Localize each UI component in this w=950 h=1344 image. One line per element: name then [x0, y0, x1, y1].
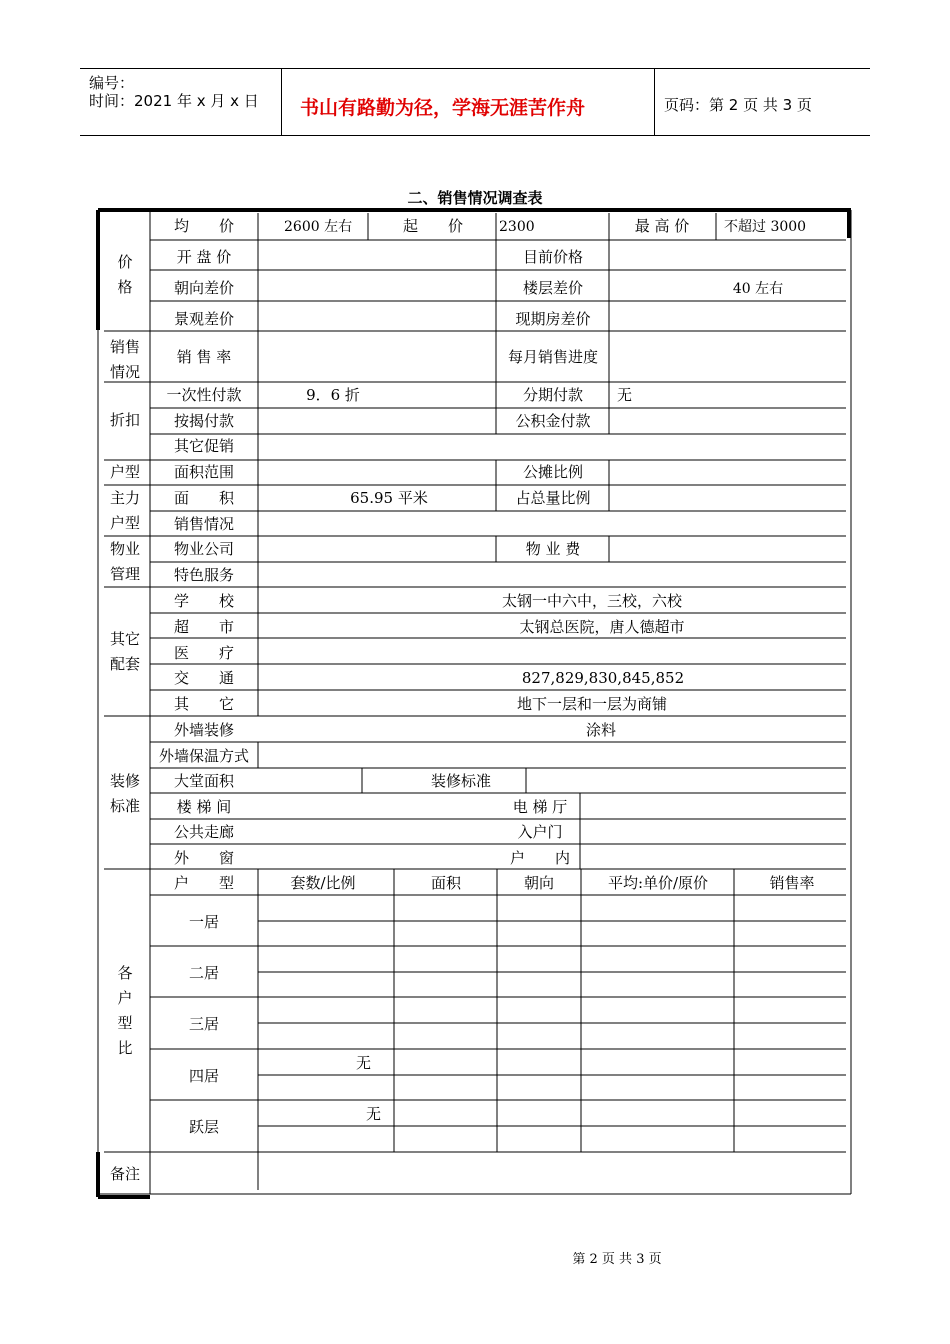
traffic-label: 交 通: [173, 669, 235, 687]
stairwell-label: 楼 梯 间: [176, 798, 232, 816]
unit-header-orientation: 朝向: [523, 874, 555, 892]
group-unit-ratio: 各户型比: [117, 964, 133, 1057]
current-price-label: 目前价格: [522, 248, 584, 266]
indoor-label: 户 内: [509, 849, 571, 867]
orientation-diff-label: 朝向差价: [173, 279, 235, 297]
property-company-label: 物业公司: [173, 540, 235, 558]
housing-fund-label: 公积金付款: [515, 412, 591, 430]
group-facilities: 其它配套: [109, 630, 140, 673]
unit-row-label: 二居: [188, 964, 220, 982]
wall-finish-label: 外墙装修: [173, 721, 235, 739]
group-main-unit: 主力户型: [109, 489, 140, 532]
floor-diff-value: 40 左右: [732, 281, 784, 297]
group-property: 物业管理: [109, 540, 140, 583]
max-price-value: 不超过 3000: [724, 219, 807, 235]
doc-number-label: 编号：: [89, 74, 135, 92]
other-facility-value: 地下一层和一层为商铺: [516, 695, 668, 713]
main-sales-label: 销售情况: [173, 515, 235, 533]
unit-row-label: 四居: [188, 1067, 220, 1085]
group-sales: 销售情况: [109, 338, 140, 381]
avg-price-label: 均 价: [173, 217, 235, 235]
lobby-area-label: 大堂面积: [173, 772, 235, 790]
traffic-value: 827,829,830,845,852: [521, 669, 685, 687]
unit-header-price: 平均:单价/原价: [607, 874, 709, 892]
group-unit-type: 户型: [109, 463, 141, 481]
main-area-value: 65.95 平米: [350, 489, 428, 507]
unit-header-rate: 销售率: [769, 874, 815, 892]
unit-row-label: 一居: [188, 913, 220, 931]
entry-door-label: 入户门: [517, 823, 563, 841]
doc-time-label: 时间：2021 年 x 月 x 日: [89, 92, 259, 110]
other-facility-label: 其 它: [173, 695, 235, 713]
insulation-label: 外墙保温方式: [158, 747, 250, 765]
school-label: 学 校: [173, 592, 235, 610]
installment-value: 无: [617, 386, 633, 404]
installment-label: 分期付款: [522, 386, 584, 404]
group-discount: 折扣: [109, 411, 140, 429]
max-price-label: 最 高 价: [634, 217, 690, 235]
window-label: 外 窗: [173, 849, 235, 867]
property-fee-label: 物 业 费: [525, 540, 581, 558]
lump-sum-label: 一次性付款: [166, 386, 242, 404]
area-range-label: 面积范围: [173, 463, 235, 481]
corridor-label: 公共走廊: [173, 823, 235, 841]
share-ratio-label: 公摊比例: [522, 463, 584, 481]
group-price: 价格: [117, 253, 133, 296]
sales-rate-label: 销 售 率: [176, 348, 232, 366]
motto: 书山有路勤为径，学海无涯苦作舟: [300, 97, 586, 119]
monthly-progress-label: 每月销售进度: [507, 348, 599, 366]
avg-price-value: 2600 左右: [284, 219, 353, 235]
group-decoration: 装修标准: [109, 772, 140, 815]
start-price-value: 2300: [499, 219, 535, 235]
elevator-hall-label: 电 梯 厅: [512, 798, 568, 816]
main-area-label: 面 积: [173, 489, 235, 507]
school-value: 太钢一中六中，三校，六校: [501, 592, 683, 610]
lump-sum-value: 9．6 折: [306, 386, 360, 404]
unit-header-area: 面积: [430, 874, 462, 892]
supermarket-value: 太钢总医院，唐人德超市: [519, 618, 685, 636]
start-price-label: 起 价: [402, 217, 464, 235]
view-diff-label: 景观差价: [173, 310, 235, 328]
page-footer: 第 2 页 共 3 页: [572, 1252, 662, 1267]
supermarket-label: 超 市: [173, 618, 235, 636]
mortgage-label: 按揭付款: [173, 412, 235, 430]
unit-header-type: 户 型: [173, 874, 235, 892]
wall-finish-value: 涂料: [585, 721, 617, 739]
unit-row-label: 跃层: [188, 1118, 220, 1136]
unit-header-count: 套数/比例: [290, 874, 356, 892]
remarks-label: 备注: [109, 1165, 141, 1183]
floor-diff-label: 楼层差价: [522, 279, 584, 297]
total-ratio-label: 占总量比例: [515, 489, 591, 507]
special-service-label: 特色服务: [173, 566, 235, 584]
spot-diff-label: 现期房差价: [515, 310, 591, 328]
page-indicator: 页码：第 2 页 共 3 页: [664, 96, 812, 114]
decoration-standard-label: 装修标准: [430, 772, 492, 790]
unit-row-label: 三居: [188, 1015, 220, 1033]
unit-row-note: 无: [366, 1105, 382, 1123]
opening-price-label: 开 盘 价: [176, 248, 232, 266]
unit-row-note: 无: [356, 1054, 372, 1072]
page-title: 二、销售情况调查表: [407, 189, 543, 207]
other-promo-label: 其它促销: [173, 437, 235, 455]
medical-label: 医 疗: [173, 644, 235, 662]
